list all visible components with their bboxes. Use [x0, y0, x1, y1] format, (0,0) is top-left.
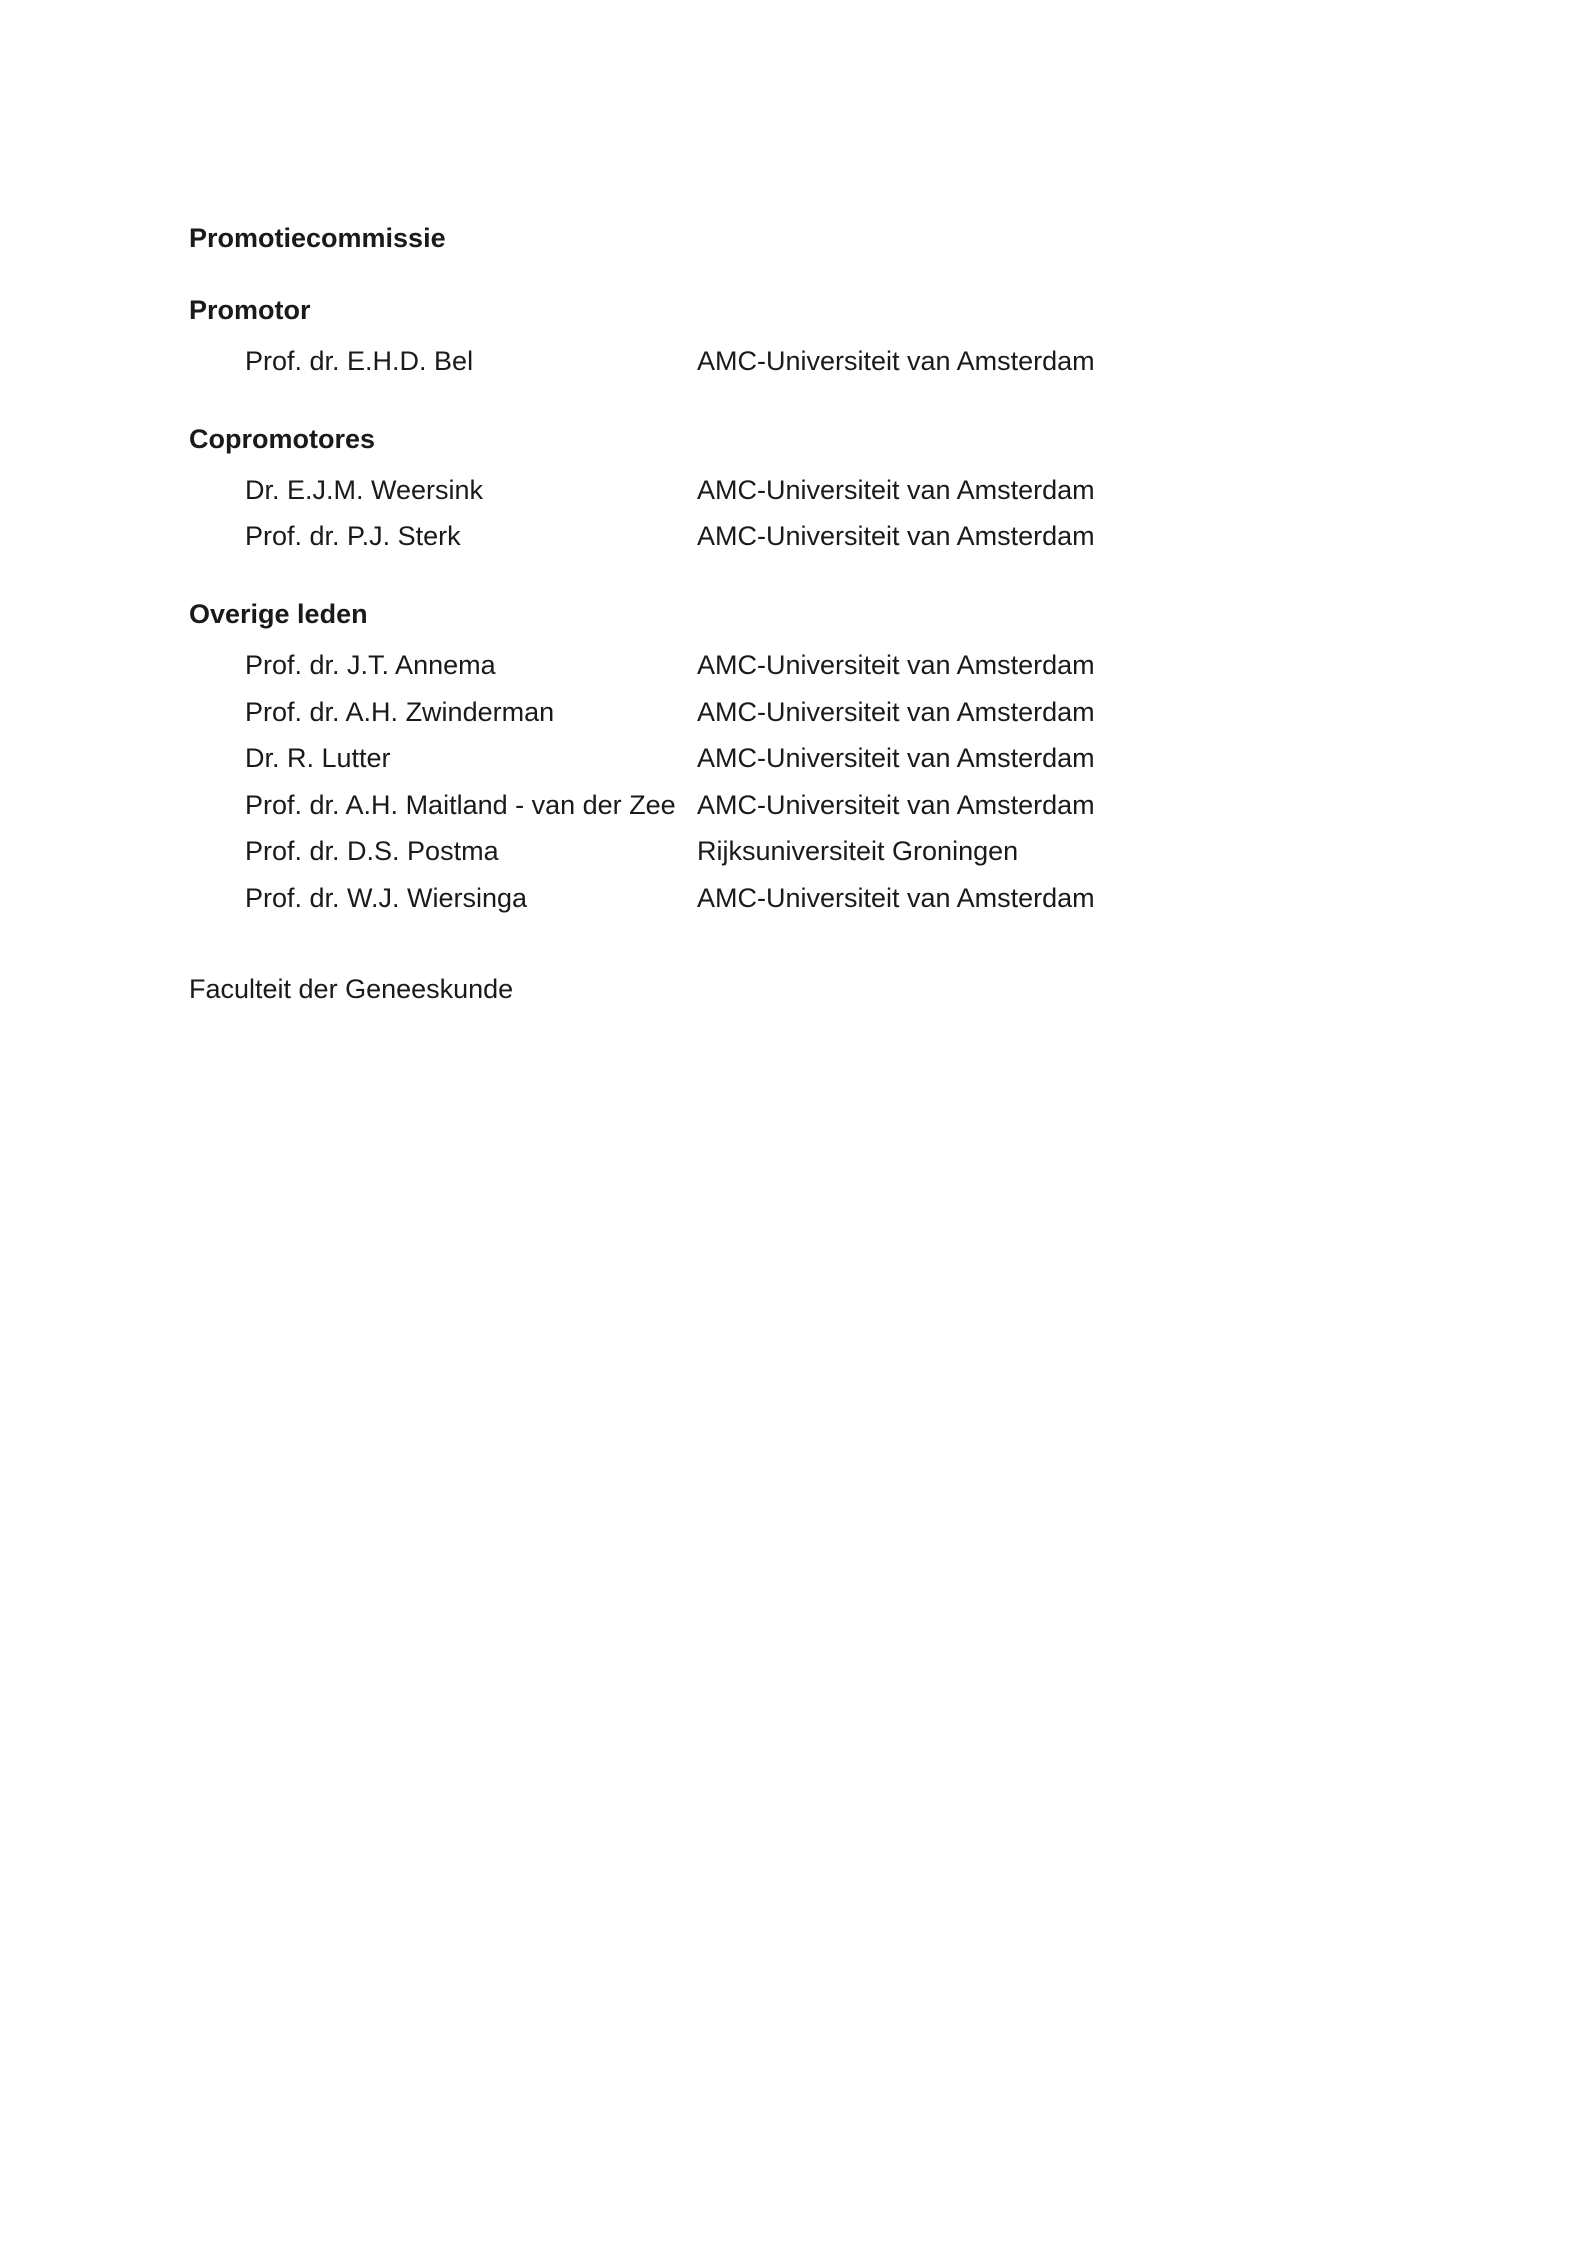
section-heading: Promotor [189, 295, 311, 325]
member-row [189, 735, 1389, 782]
member-name: Prof. dr. J.T. Annema [245, 650, 496, 681]
member-row [189, 513, 1389, 560]
member-name: Prof. dr. E.H.D. Bel [245, 346, 474, 377]
member-affiliation: AMC-Universiteit van Amsterdam [697, 789, 1095, 820]
member-affiliation: AMC-Universiteit van Amsterdam [697, 696, 1095, 727]
faculty-label: Faculteit der Geneeskunde [189, 974, 514, 1005]
member-name: Dr. E.J.M. Weersink [245, 474, 484, 505]
member-affiliation: Rijksuniversiteit Groningen [697, 836, 1019, 867]
member-affiliation: AMC-Universiteit van Amsterdam [697, 743, 1095, 774]
member-affiliation: AMC-Universiteit van Amsterdam [697, 346, 1095, 377]
member-affiliation: AMC-Universiteit van Amsterdam [697, 521, 1095, 552]
section-promotor [189, 292, 1389, 385]
member-affiliation: AMC-Universiteit van Amsterdam [697, 650, 1095, 681]
member-name: Prof. dr. P.J. Sterk [245, 521, 461, 552]
committee-content [189, 220, 1389, 1007]
member-row [189, 828, 1389, 875]
member-name: Dr. R. Lutter [245, 743, 391, 774]
member-row [189, 642, 1389, 689]
section-overige-leden [189, 596, 1389, 922]
member-name: Prof. dr. W.J. Wiersinga [245, 883, 528, 914]
member-list [189, 338, 1389, 385]
member-list [189, 467, 1389, 560]
member-row [189, 782, 1389, 829]
section-heading: Overige leden [189, 598, 368, 629]
section-copromotores [189, 421, 1389, 560]
section-heading: Copromotores [189, 423, 376, 454]
member-row [189, 688, 1389, 735]
member-name: Prof. dr. A.H. Zwinderman [245, 696, 555, 727]
member-row [189, 875, 1389, 922]
member-row [189, 338, 1389, 385]
page-title: Promotiecommissie [189, 223, 446, 253]
member-name: Prof. dr. D.S. Postma [245, 836, 499, 867]
member-list [189, 642, 1389, 922]
member-name: Prof. dr. A.H. Maitland - van der Zee [245, 789, 676, 820]
member-affiliation: AMC-Universiteit van Amsterdam [697, 474, 1095, 505]
member-row [189, 467, 1389, 514]
member-affiliation: AMC-Universiteit van Amsterdam [697, 883, 1095, 914]
